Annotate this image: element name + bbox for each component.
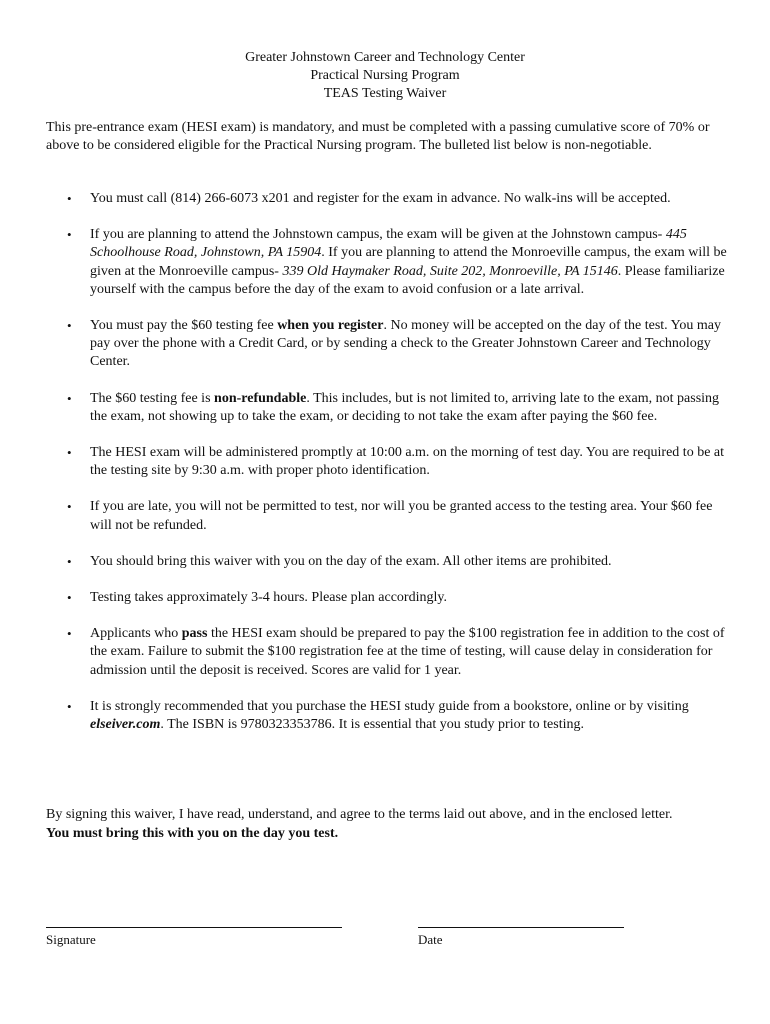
list-item [46, 698, 736, 734]
johnstown-address: 445 Schoolhouse Road, Johnstown, PA 15904 [90, 227, 687, 261]
date-label: Date [418, 932, 443, 947]
list-item [46, 444, 736, 480]
list-item [46, 625, 736, 680]
list-item [46, 498, 736, 534]
date-field[interactable] [418, 913, 624, 948]
bullet-icon: • [67, 590, 72, 606]
study-guide-website: elseiver.com [90, 717, 161, 733]
bullet-icon: • [67, 318, 72, 334]
list-item [46, 553, 736, 571]
bullet-icon: • [67, 227, 72, 243]
intro-paragraph: This pre-entrance exam (HESI exam) is mandatory, and must be completed with a passing cumulative score of 70% or above to be considered eligible for the Practical Nursing program. The bulleted list below is non-negotiable. [46, 120, 710, 153]
rule-text: The $60 testing fee is [90, 390, 215, 406]
rule-text: . No money will be accepted on the day of the test. You may pay over the phone with a Credit Card, or by sending a check to the Greater Johnstown Career and Technology Center. [90, 318, 721, 370]
rule-text: the HESI exam should be prepared to pay the $100 registration fee in addition to the cost of the exam. Failure to submit the $100 registration fee at the time of testing, will cause delay in consideration for admission until the deposit is received. Scores are valid for 1 year. [90, 626, 725, 678]
bullet-icon: • [67, 698, 72, 714]
list-item [46, 226, 736, 299]
rule-text: Testing takes approximately 3-4 hours. Please plan accordingly. [90, 590, 447, 606]
rule-text: You must call (814) 266-6073 x201 and register for the exam in advance. No walk-ins will be accepted. [90, 191, 671, 206]
rule-text: . If you are planning to attend the Monroeville campus, the exam will be given at the Monroeville campus- [90, 245, 727, 279]
program-name: Practical Nursing Program [310, 68, 460, 83]
rule-text: You should bring this waiver with you on the day of the exam. All other items are prohibited. [90, 553, 612, 569]
bullet-icon: • [67, 553, 72, 569]
rule-text: The HESI exam will be administered promptly at 10:00 a.m. on the morning of test day. You are required to be at the testing site by 9:30 a.m. with proper photo identification. [90, 445, 725, 479]
emphasis-text: when you register [277, 318, 384, 334]
rule-text: . Please familiarize yourself with the campus before the day of the exam to avoid confusion or a late arrival. [90, 263, 725, 297]
emphasis-text: non-refundable [214, 390, 307, 406]
rule-text: If you are planning to attend the Johnstown campus, the exam will be given at the Johnstown campus- [90, 227, 666, 243]
date-line[interactable] [418, 913, 624, 928]
signature-label: Signature [46, 932, 96, 947]
rule-text: It is strongly recommended that you purchase the HESI study guide from a bookstore, online or by visiting [90, 698, 689, 714]
rule-text: If you are late, you will not be permitted to test, nor will you be granted access to the testing area. Your $60 fee will not be refunded. [90, 499, 713, 533]
monroeville-address: 339 Old Haymaker Road, Suite 202, Monroeville, PA 15146 [282, 263, 618, 279]
bullet-icon: • [67, 191, 72, 206]
rules-list [46, 190, 736, 752]
emphasis-text: pass [181, 626, 208, 642]
rule-text: . This includes, but is not limited to, arriving late to the exam, not passing the exam, not showing up to take the exam, or deciding to not take the exam after paying the $60 fee. [90, 390, 720, 424]
agreement-text: By signing this waiver, I have read, understand, and agree to the terms laid out above, and in the enclosed letter. [46, 807, 673, 822]
bullet-icon: • [67, 499, 72, 515]
signature-field[interactable] [46, 913, 342, 948]
rule-text: . The ISBN is 9780323353786. It is essential that you study prior to testing. [160, 717, 584, 733]
bullet-icon: • [67, 445, 72, 461]
signature-line[interactable] [46, 913, 342, 928]
list-item [46, 390, 736, 426]
bring-reminder: You must bring this with you on the day you test. [46, 826, 339, 841]
institution-name: Greater Johnstown Career and Technology Center [245, 50, 525, 65]
list-item [46, 317, 736, 372]
rule-text: You must pay the $60 testing fee [90, 318, 278, 334]
list-item [46, 190, 736, 208]
document-header [0, 49, 770, 103]
document-title: TEAS Testing Waiver [323, 86, 447, 101]
closing-statement [46, 805, 746, 843]
rule-text: Applicants who [90, 626, 182, 642]
bullet-icon: • [67, 626, 72, 642]
bullet-icon: • [67, 390, 72, 406]
list-item [46, 589, 736, 607]
